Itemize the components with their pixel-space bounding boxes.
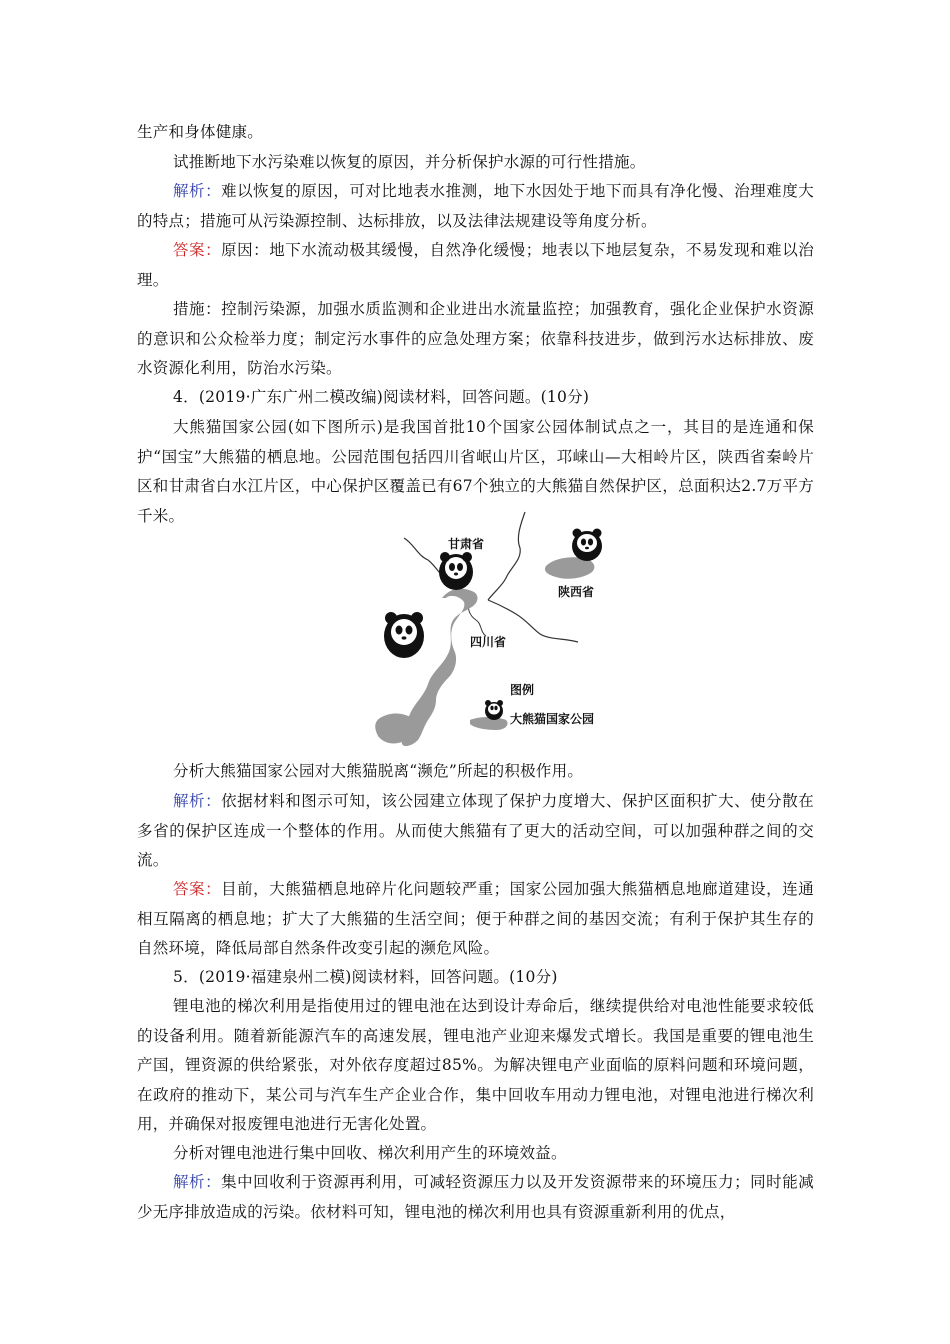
text: 生产和身体健康。 xyxy=(137,123,264,141)
label-gansu: 甘肃省 xyxy=(448,537,485,551)
text: 大熊猫国家公园(如下图所示)是我国首批10个国家公园体制试点之一，其目的是连通和保护“国宝”大熊猫的栖息地。公园范围包括四川省岷山片区，邛崃山—大相岭片区，陕西省秦岭片区和甘肃省白水江片区，中心保护区覆盖已有67个独立的大熊猫自然保护区，总面积达2.7万平方千米。 xyxy=(137,418,814,525)
text: 原因：地下水流动极其缓慢，自然净化缓慢；地表以下地层复杂，不易发现和难以治理。 xyxy=(137,241,814,289)
label-shaanxi: 陕西省 xyxy=(558,585,595,599)
answer-tag: 答案： xyxy=(173,241,222,259)
paragraph xyxy=(137,118,814,148)
material-paragraph xyxy=(137,992,814,1140)
analysis-tag: 解析： xyxy=(173,182,222,200)
answer-measures xyxy=(137,295,814,384)
legend-swatch xyxy=(470,717,508,730)
legend-item-label: 大熊猫国家公园 xyxy=(510,712,595,726)
text: 锂电池的梯次利用是指使用过的锂电池在达到设计寿命后，继续提供给对电池性能要求较低的设备利用。随着新能源汽车的高速发展，锂电池产业迎来爆发式增长。我国是重要的锂电池生产国，锂资源的供给紧张，对外依存度超过85%。为解决锂电产业面临的原料问题和环境问题，在政府的推动下，某公司与汽车生产企业合作，集中回收车用动力锂电池，对锂电池进行梯次利用，并确保对报废锂电池进行无害化处置。 xyxy=(137,997,814,1133)
panda-park-map xyxy=(370,508,610,753)
answer-tag: 答案： xyxy=(173,880,222,898)
question-text xyxy=(137,757,814,787)
label-sichuan: 四川省 xyxy=(470,635,507,649)
river-line xyxy=(488,512,525,600)
legend-title: 图例 xyxy=(510,683,535,697)
analysis-tag: 解析： xyxy=(173,1173,222,1191)
text: 分析大熊猫国家公园对大熊猫脱离“濒危”所起的积极作用。 xyxy=(173,762,584,780)
question-heading-5 xyxy=(137,963,814,993)
answer-paragraph xyxy=(137,236,814,295)
text: 分析对锂电池进行集中回收、梯次利用产生的环境效益。 xyxy=(173,1144,567,1162)
analysis-paragraph xyxy=(137,177,814,236)
text: 集中回收利于资源再利用，可减轻资源压力以及开发资源带来的环境压力；同时能减少无序排放造成的污染。依材料可知，锂电池的梯次利用也具有资源重新利用的优点， xyxy=(137,1173,814,1221)
panda-icon xyxy=(572,529,602,562)
text: 措施：控制污染源，加强水质监测和企业进出水流量监控；加强教育，强化企业保护水资源的意识和公众检举力度；制定污水事件的应急处理方案；依靠科技进步，做到污水达标排放、废水资源化利用，防治水污染。 xyxy=(137,300,814,377)
text: 4．(2019·广东广州二模改编)阅读材料，回答问题。(10分) xyxy=(173,388,590,406)
question-heading-4 xyxy=(137,383,814,413)
answer-paragraph xyxy=(137,875,814,964)
text: 5．(2019·福建泉州二模)阅读材料，回答问题。(10分) xyxy=(173,968,558,986)
legend-panda-icon xyxy=(485,700,503,720)
analysis-paragraph xyxy=(137,787,814,876)
question-text xyxy=(137,1139,814,1169)
map-svg xyxy=(370,508,610,753)
text: 难以恢复的原因，可对比地表水推测，地下水因处于地下而具有净化慢、治理难度大的特点；措施可从污染源控制、达标排放，以及法律法规建设等角度分析。 xyxy=(137,182,814,230)
text: 试推断地下水污染难以恢复的原因，并分析保护水源的可行性措施。 xyxy=(173,153,646,171)
panda-icon xyxy=(439,552,473,590)
analysis-tag: 解析： xyxy=(173,792,222,810)
question-text xyxy=(137,148,814,178)
panda-icon xyxy=(384,612,424,658)
text: 依据材料和图示可知，该公园建立体现了保护力度增大、保护区面积扩大、使分散在多省的保护区连成一个整体的作用。从而使大熊猫有了更大的活动空间，可以加强种群之间的交流。 xyxy=(137,792,814,869)
analysis-paragraph xyxy=(137,1168,814,1227)
text: 目前，大熊猫栖息地碎片化问题较严重；国家公园加强大熊猫栖息地廊道建设，连通相互隔离的栖息地；扩大了大熊猫的生活空间；便于种群之间的基因交流；有利于保护其生存的自然环境，降低局部自然条件改变引起的濒危风险。 xyxy=(137,880,814,957)
